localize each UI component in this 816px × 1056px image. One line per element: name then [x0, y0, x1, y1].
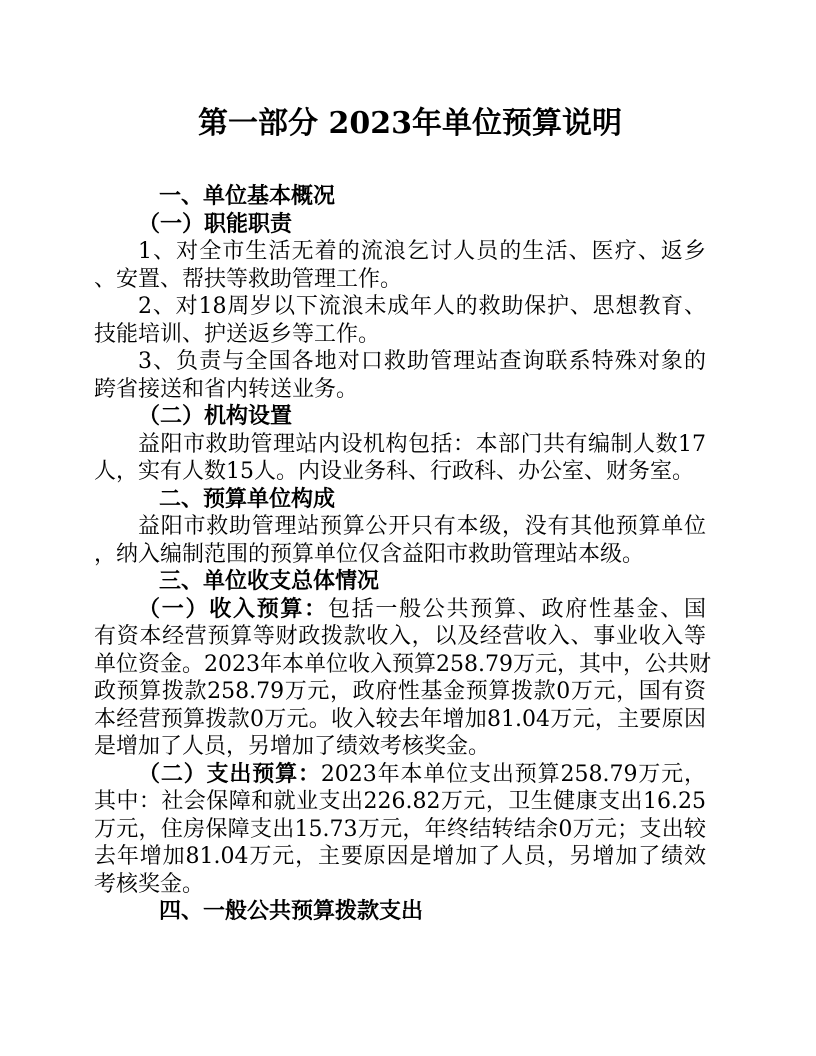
document-title: 第一部分 2023年单位预算说明 — [198, 106, 622, 141]
body-paragraph — [94, 513, 706, 568]
text-line: 政预算拨款258.79万元，政府性基金预算拨款0万元，国有资 — [94, 679, 706, 704]
text-line: （二）机构设置 — [138, 403, 293, 429]
text-line: 三、单位收支总体情况 — [159, 568, 380, 594]
text-line: 是增加了人员，另增加了绩效考核奖金。 — [94, 734, 491, 759]
body-paragraph — [94, 238, 706, 293]
text-line: 1、对全市生活无着的流浪乞讨人员的生活、医疗、返乡 — [138, 239, 706, 264]
subsection-heading — [94, 211, 706, 239]
subsection-heading — [94, 403, 706, 431]
body-paragraph — [94, 293, 706, 348]
bold-lead: （二）支出预算： — [138, 760, 321, 787]
body-paragraph — [94, 431, 706, 486]
text-line: 有资本经营预算等财政拨款收入，以及经营收入、事业收入等 — [94, 624, 706, 649]
text-line: 人，实有人数15人。内设业务科、行政科、办公室、财务室。 — [94, 459, 694, 484]
text-line: 跨省接送和省内转送业务。 — [94, 376, 359, 402]
text-line: （二）支出预算：2023年本单位支出预算258.79万元， — [138, 760, 706, 787]
text-line: （一）收入预算：包括一般公共预算、政府性基金、国 — [138, 595, 706, 622]
text-line: 、安置、帮扶等救助管理工作。 — [94, 266, 403, 292]
text-line: 其中：社会保障和就业支出226.82万元，卫生健康支出16.25 — [94, 789, 706, 814]
text-line: 3、负责与全国各地对口救助管理站查询联系特殊对象的 — [138, 349, 706, 374]
body-paragraph — [94, 348, 706, 403]
text-line: 考核奖金。 — [94, 871, 205, 897]
body-paragraph — [94, 595, 711, 761]
text-line: 万元，住房保障支出15.73万元，年终结转结余0万元；支出较 — [94, 816, 706, 842]
section-heading — [94, 183, 706, 211]
text-line: 益阳市救助管理站内设机构包括：本部门共有编制人数17 — [138, 431, 706, 457]
section-heading — [94, 898, 706, 926]
text-line: 2、对18周岁以下流浪未成年人的救助保护、思想教育、 — [138, 294, 706, 319]
text-line: 益阳市救助管理站预算公开只有本级，没有其他预算单位 — [138, 514, 706, 539]
document-body — [94, 183, 711, 926]
text-line: 二、预算单位构成 — [159, 485, 336, 512]
document-content — [94, 0, 711, 926]
text-line: 技能培训、护送返乡等工作。 — [94, 321, 381, 347]
text-line: （一）职能职责 — [138, 210, 293, 237]
section-heading — [94, 568, 706, 596]
text-line: ，纳入编制范围的预算单位仅含益阳市救助管理站本级。 — [94, 541, 645, 567]
text-line: 四、一般公共预算拨款支出 — [159, 898, 424, 924]
text-line: 本经营预算拨款0万元。收入较去年增加81.04万元，主要原因 — [94, 706, 706, 732]
text-line: 单位资金。2023年本单位收入预算258.79万元，其中，公共财 — [94, 651, 711, 677]
bold-lead: （一）收入预算： — [138, 595, 328, 622]
text-line: 去年增加81.04万元，主要原因是增加了人员，另增加了绩效 — [94, 844, 706, 869]
body-paragraph — [94, 761, 706, 899]
section-heading — [94, 486, 706, 514]
text-line: 一、单位基本概况 — [159, 183, 336, 209]
